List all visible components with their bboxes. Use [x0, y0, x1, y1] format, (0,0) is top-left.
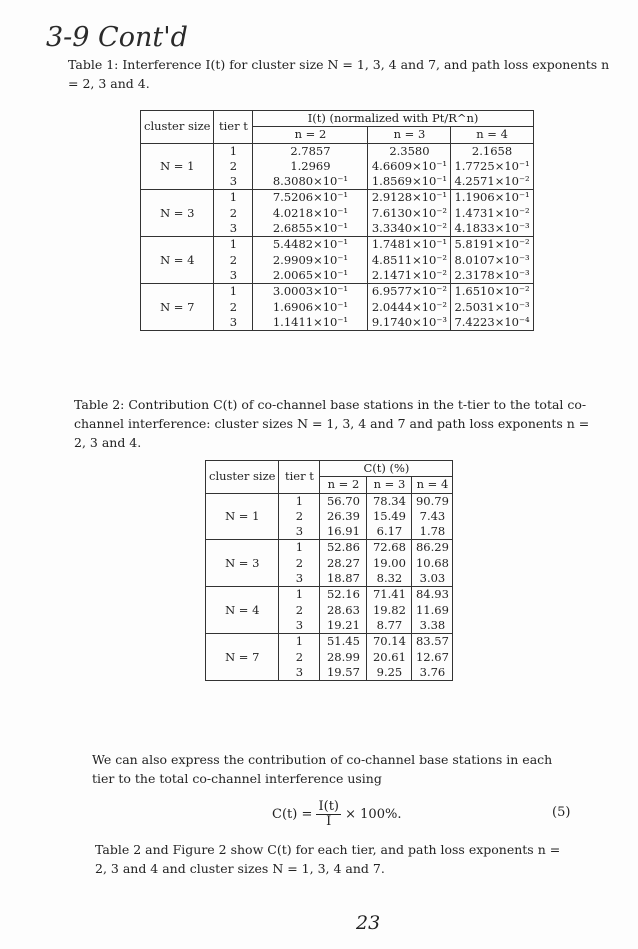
value-cell: 3.0003×10⁻¹ [253, 284, 368, 300]
tier-cell: 1 [214, 143, 253, 159]
table-row [206, 493, 453, 509]
col-cluster-header: cluster size [206, 461, 279, 494]
value-cell: 16.91 [320, 524, 367, 540]
tier-cell: 2 [214, 300, 253, 315]
group-label: N = 1 [206, 493, 279, 540]
tier-cell: 3 [214, 268, 253, 284]
value-cell: 9.25 [367, 665, 412, 681]
tier-cell: 3 [279, 524, 320, 540]
value-cell: 12.67 [412, 650, 453, 665]
table1 [140, 110, 534, 331]
value-cell: 71.41 [367, 587, 412, 603]
value-cell: 3.3340×10⁻² [368, 221, 451, 237]
value-cell: 2.9909×10⁻¹ [253, 253, 368, 268]
value-cell: 4.0218×10⁻¹ [253, 206, 368, 221]
group-label: N = 3 [206, 540, 279, 587]
tier-cell: 3 [214, 315, 253, 331]
value-cell: 90.79 [412, 493, 453, 509]
table-row [206, 540, 453, 556]
value-cell: 2.5031×10⁻³ [451, 300, 533, 315]
col-n-header-0: n = 2 [253, 127, 368, 143]
equation-numerator: I(t) [318, 799, 339, 814]
value-cell: 4.6609×10⁻¹ [368, 159, 451, 174]
value-cell: 2.3580 [368, 143, 451, 159]
tier-cell: 1 [279, 587, 320, 603]
body-paragraph-1: We can also express the contribution of co-channel base stations in each tier to the total co-channel interference using [92, 752, 553, 786]
value-cell: 56.70 [320, 493, 367, 509]
value-cell: 7.4223×10⁻⁴ [451, 315, 533, 331]
group-label: N = 4 [141, 237, 214, 284]
value-cell: 8.3080×10⁻¹ [253, 174, 368, 190]
col-n-header-2: n = 4 [451, 127, 533, 143]
col-n-header-1: n = 3 [368, 127, 451, 143]
value-cell: 83.57 [412, 634, 453, 650]
value-cell: 2.6855×10⁻¹ [253, 221, 368, 237]
value-cell: 26.39 [320, 509, 367, 524]
value-cell: 84.93 [412, 587, 453, 603]
tier-cell: 3 [214, 221, 253, 237]
value-cell: 70.14 [367, 634, 412, 650]
value-cell: 4.8511×10⁻² [368, 253, 451, 268]
value-cell: 7.43 [412, 509, 453, 524]
value-cell: 52.86 [320, 540, 367, 556]
value-cell: 28.63 [320, 603, 367, 618]
value-cell: 51.45 [320, 634, 367, 650]
header-top: C(t) (%) [320, 461, 453, 477]
tier-cell: 3 [279, 571, 320, 587]
value-cell: 10.68 [412, 556, 453, 571]
table1-caption: Table 1: Interference I(t) for cluster size N = 1, 3, 4 and 7, and path loss exponents n = 2, 3 and 4. [68, 57, 610, 91]
value-cell: 3.03 [412, 571, 453, 587]
tier-cell: 1 [279, 493, 320, 509]
tier-cell: 1 [214, 237, 253, 253]
tier-cell: 1 [214, 190, 253, 206]
table-row [141, 284, 534, 300]
value-cell: 15.49 [367, 509, 412, 524]
value-cell: 2.1471×10⁻² [368, 268, 451, 284]
equation-fraction [316, 800, 341, 829]
value-cell: 6.17 [367, 524, 412, 540]
tier-cell: 3 [279, 618, 320, 634]
value-cell: 2.0065×10⁻¹ [253, 268, 368, 284]
tier-cell: 1 [279, 540, 320, 556]
tier-cell: 2 [279, 509, 320, 524]
value-cell: 28.27 [320, 556, 367, 571]
value-cell: 2.1658 [451, 143, 533, 159]
header-top: I(t) (normalized with Pt/R^n) [253, 111, 533, 127]
value-cell: 2.9128×10⁻¹ [368, 190, 451, 206]
value-cell: 4.1833×10⁻³ [451, 221, 533, 237]
col-n-header-1: n = 3 [367, 477, 412, 493]
group-label: N = 7 [141, 284, 214, 331]
tier-cell: 2 [214, 253, 253, 268]
table-row [141, 237, 534, 253]
body-paragraph-2: Table 2 and Figure 2 show C(t) for each tier, and path loss exponents n = 2, 3 and 4 and cluster sizes N = 1, 3, 4 and 7. [95, 842, 561, 876]
value-cell: 2.0444×10⁻² [368, 300, 451, 315]
group-label: N = 7 [206, 634, 279, 681]
value-cell: 19.57 [320, 665, 367, 681]
value-cell: 1.8569×10⁻¹ [368, 174, 451, 190]
tier-cell: 1 [214, 284, 253, 300]
value-cell: 3.76 [412, 665, 453, 681]
value-cell: 1.6510×10⁻² [451, 284, 533, 300]
value-cell: 11.69 [412, 603, 453, 618]
value-cell: 1.7481×10⁻¹ [368, 237, 451, 253]
value-cell: 72.68 [367, 540, 412, 556]
group-label: N = 1 [141, 143, 214, 190]
value-cell: 9.1740×10⁻³ [368, 315, 451, 331]
value-cell: 2.3178×10⁻³ [451, 268, 533, 284]
value-cell: 1.78 [412, 524, 453, 540]
value-cell: 20.61 [367, 650, 412, 665]
tier-cell: 2 [279, 603, 320, 618]
value-cell: 86.29 [412, 540, 453, 556]
col-n-header-2: n = 4 [412, 477, 453, 493]
value-cell: 1.1906×10⁻¹ [451, 190, 533, 206]
value-cell: 1.2969 [253, 159, 368, 174]
value-cell: 3.38 [412, 618, 453, 634]
table-row [141, 143, 534, 159]
value-cell: 19.00 [367, 556, 412, 571]
value-cell: 19.21 [320, 618, 367, 634]
table-row [206, 634, 453, 650]
col-tier-header: tier t [279, 461, 320, 494]
col-tier-header: tier t [214, 111, 253, 144]
tier-cell: 2 [279, 650, 320, 665]
value-cell: 1.1411×10⁻¹ [253, 315, 368, 331]
value-cell: 5.4482×10⁻¹ [253, 237, 368, 253]
value-cell: 6.9577×10⁻² [368, 284, 451, 300]
value-cell: 28.99 [320, 650, 367, 665]
value-cell: 18.87 [320, 571, 367, 587]
value-cell: 7.6130×10⁻² [368, 206, 451, 221]
equation-lhs: C(t) = [272, 807, 313, 822]
equation-number: (5) [552, 805, 571, 820]
value-cell: 52.16 [320, 587, 367, 603]
value-cell: 7.5206×10⁻¹ [253, 190, 368, 206]
equation-5 [272, 800, 401, 829]
page-number: 23 [356, 912, 381, 934]
value-cell: 1.6906×10⁻¹ [253, 300, 368, 315]
tier-cell: 2 [214, 159, 253, 174]
value-cell: 8.32 [367, 571, 412, 587]
equation-denominator: I [326, 814, 332, 829]
value-cell: 78.34 [367, 493, 412, 509]
tier-cell: 3 [214, 174, 253, 190]
group-label: N = 3 [141, 190, 214, 237]
tier-cell: 2 [214, 206, 253, 221]
equation-rhs: × 100%. [345, 807, 402, 822]
value-cell: 2.7857 [253, 143, 368, 159]
value-cell: 8.0107×10⁻³ [451, 253, 533, 268]
value-cell: 1.4731×10⁻² [451, 206, 533, 221]
tier-cell: 2 [279, 556, 320, 571]
group-label: N = 4 [206, 587, 279, 634]
col-cluster-header: cluster size [141, 111, 214, 144]
table2-caption: Table 2: Contribution C(t) of co-channel base stations in the t-tier to the total co-channel interference: cluster sizes N = 1, 3, 4 and 7 and path loss exponents n = 2, 3 and 4. [74, 397, 590, 450]
tier-cell: 1 [279, 634, 320, 650]
table-row [141, 190, 534, 206]
handwritten-header: 3-9 Cont'd [46, 22, 188, 53]
value-cell: 8.77 [367, 618, 412, 634]
value-cell: 4.2571×10⁻² [451, 174, 533, 190]
value-cell: 19.82 [367, 603, 412, 618]
table-row [206, 587, 453, 603]
value-cell: 5.8191×10⁻² [451, 237, 533, 253]
value-cell: 1.7725×10⁻¹ [451, 159, 533, 174]
table2 [205, 460, 453, 681]
tier-cell: 3 [279, 665, 320, 681]
col-n-header-0: n = 2 [320, 477, 367, 493]
